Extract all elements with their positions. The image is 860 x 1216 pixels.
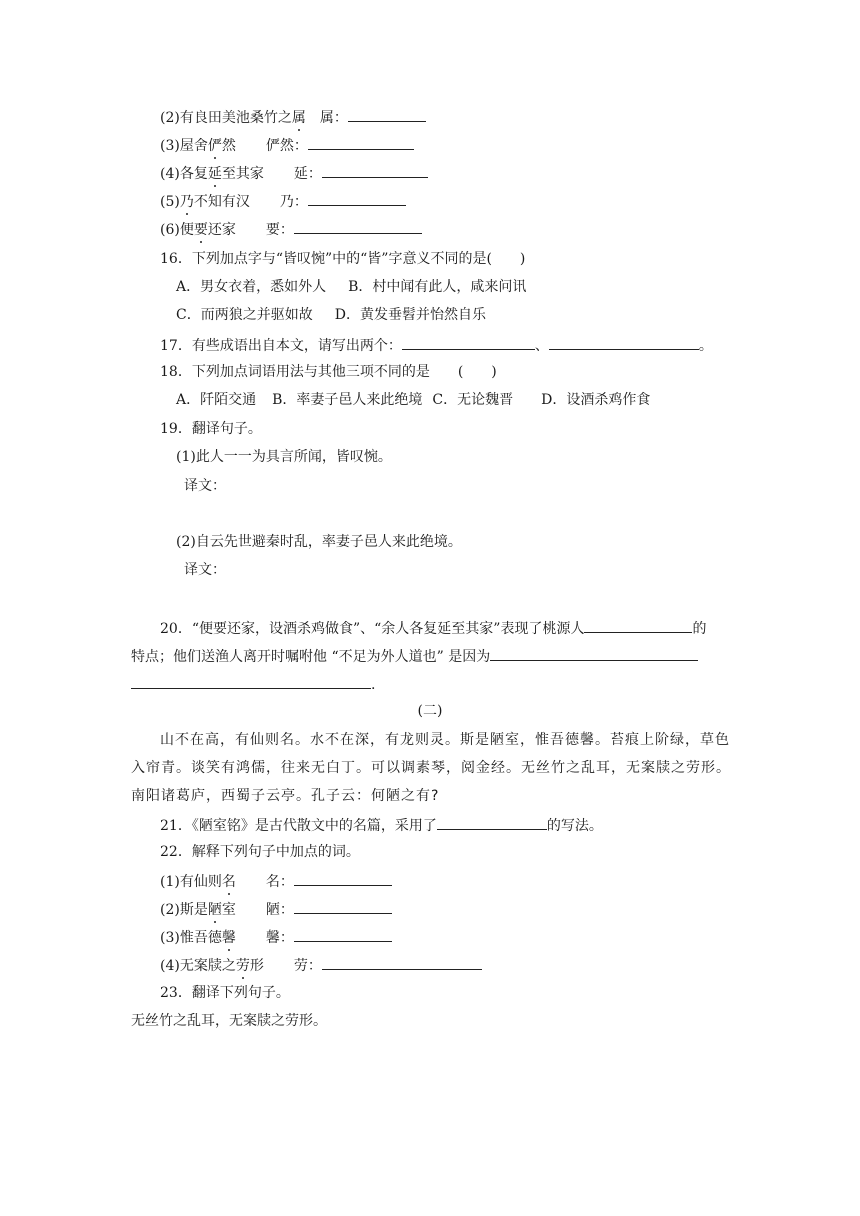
q16-stem: 16．下列加点字与“皆叹惋”中的“皆”字意义不同的是( ) (160, 251, 526, 267)
q22-item-4 (160, 954, 482, 976)
q22-item-3-pre: (3)惟吾德 (160, 930, 222, 946)
q22-item-3 (160, 926, 392, 948)
q22-item-3-label: 馨： (265, 930, 294, 946)
q21 (160, 814, 603, 836)
q15-item-3-pre: (3)屋舍 (160, 138, 208, 154)
q15-item-6-label: 要： (265, 222, 294, 238)
section-title: (二) (417, 703, 443, 719)
q16-option-d: D．黄发垂髫并怡然自乐 (334, 307, 486, 323)
q18-option-a: A．阡陌交通 (176, 392, 257, 408)
q15-item-4-dot: 延 (207, 166, 222, 182)
q19-stem: 19．翻译句子。 (160, 421, 262, 437)
q15-item-4-label: 延： (293, 166, 322, 182)
q15-item-4-blank[interactable] (322, 162, 428, 178)
q15-item-6-pre: (6)便 (160, 222, 194, 238)
q15-item-6-blank[interactable] (294, 218, 422, 234)
q20-part-1: 20．“便要还家，设酒杀鸡做食”、“余人各复延至其家”表现了桃源人 (160, 621, 585, 637)
q21-post: 的写法。 (546, 818, 603, 834)
q21-pre: 21．《陋室铭》是古代散文中的名篇，采用了 (160, 818, 437, 834)
q22-item-1-blank[interactable] (294, 870, 392, 886)
q19-translation-label-1: 译文： (184, 478, 226, 494)
q22-item-4-dot: 劳 (235, 958, 250, 974)
q20-blank-2[interactable] (490, 645, 698, 661)
q22-item-4-label: 劳： (293, 958, 322, 974)
q20-blank-3[interactable] (131, 673, 371, 689)
q22-item-2-post: 室 (221, 902, 236, 918)
q20-blank-1[interactable] (584, 617, 692, 633)
q15-item-2-dot: 属 (291, 110, 306, 126)
q20-line-3 (131, 673, 375, 695)
q22-item-1-label: 名： (265, 874, 294, 890)
q16-options-row-1 (176, 277, 526, 297)
q19-sentence-1: (1)此人一一为具言所闻，皆叹惋。 (176, 449, 392, 465)
q19-sentence-2: (2)自云先世避秦时乱，率妻子邑人来此绝境。 (176, 534, 462, 550)
q16-option-b: B．村中闻有此人，咸来问讯 (348, 279, 527, 295)
q15-item-6 (160, 218, 422, 240)
q17-separator: 、 (534, 338, 549, 354)
q22-item-2-pre: (2)斯是 (160, 902, 208, 918)
q16-option-a: A．男女衣着，悉如外人 (176, 279, 327, 295)
q22-item-2-label: 陋： (265, 902, 294, 918)
q15-item-3-blank[interactable] (308, 134, 414, 150)
q18-options (176, 390, 650, 410)
q18-option-d: D．设酒杀鸡作食 (541, 392, 651, 408)
q22-item-4-pre: (4)无案牍之 (160, 958, 236, 974)
q22-item-1 (160, 870, 392, 892)
q15-item-3-label: 俨然： (265, 138, 308, 154)
q15-item-2-blank[interactable] (348, 106, 426, 122)
q15-item-4 (160, 162, 428, 184)
passage-line-3: 南阳诸葛庐，西蜀子云亭。孔子云：何陋之有? (131, 788, 440, 804)
passage-line-2: 入帘青。谈笑有鸿儒，往来无白丁。可以调素琴，阅金经。无丝竹之乱耳，无案牍之劳形。 (131, 760, 731, 776)
q17-blank-1[interactable] (402, 334, 535, 350)
q22-item-1-dot: 名 (221, 874, 236, 890)
q15-item-5-blank[interactable] (308, 190, 406, 206)
q20-end: . (371, 677, 376, 693)
q22-item-2-dot: 陋 (207, 902, 222, 918)
q18-option-b: B．率妻子邑人来此绝境 (272, 392, 423, 408)
q22-stem: 22．解释下列句子中加点的词。 (160, 844, 360, 860)
q16-options-row-2 (176, 305, 486, 325)
q15-item-3-dot: 俨 (207, 138, 222, 154)
q15-item-5-label: 乃： (279, 194, 308, 210)
q22-item-4-blank[interactable] (322, 954, 482, 970)
q20-line-1 (160, 617, 706, 639)
q22-item-3-dot: 馨 (221, 930, 236, 946)
q15-item-5-dot: 乃 (179, 194, 194, 210)
q22-item-1-pre: (1)有仙则 (160, 874, 222, 890)
q21-blank[interactable] (437, 814, 547, 830)
q15-item-5-pre: (5) (160, 194, 180, 210)
q20-line-2 (131, 645, 698, 667)
q18-option-c: C．无论魏晋 (432, 392, 514, 408)
q17-stem: 17．有些成语出自本文，请写出两个： (160, 338, 402, 354)
q15-item-4-post: 至其家 (221, 166, 264, 182)
q22-item-2-blank[interactable] (294, 898, 392, 914)
q15-item-5-post: 不知有汉 (193, 194, 250, 210)
q17-blank-2[interactable] (549, 334, 699, 350)
q22-item-4-post: 形 (249, 958, 264, 974)
q20-part-3: 特点；他们送渔人离开时嘱咐他 “不足为外人道也” 是因为 (131, 649, 491, 665)
q15-item-6-dot: 要 (193, 222, 208, 238)
passage-line-1: 山不在高，有仙则名。水不在深，有龙则灵。斯是陋室，惟吾德馨。苔痕上阶绿，草色 (160, 732, 730, 748)
q20-part-2: 的 (692, 621, 707, 637)
q16-option-c: C．而两狼之并驱如故 (176, 307, 313, 323)
q22-item-3-blank[interactable] (294, 926, 392, 942)
q18-stem: 18．下列加点词语用法与其他三项不同的是 ( ) (160, 364, 497, 380)
q19-translation-label-2: 译文： (184, 562, 226, 578)
q15-item-2 (160, 106, 426, 128)
q15-item-2-pre: (2)有良田美池桑竹之 (160, 110, 292, 126)
q23-stem: 23．翻译下列句子。 (160, 985, 290, 1001)
q17-end: 。 (698, 338, 713, 354)
q15-item-5 (160, 190, 406, 212)
q17 (160, 334, 713, 356)
q15-item-2-label: 属： (319, 110, 348, 126)
q15-item-3-post: 然 (221, 138, 236, 154)
q15-item-4-pre: (4)各复 (160, 166, 208, 182)
q15-item-6-post: 还家 (207, 222, 236, 238)
q22-item-2 (160, 898, 392, 920)
q23-sentence: 无丝竹之乱耳，无案牍之劳形。 (131, 1013, 327, 1029)
q15-item-3 (160, 134, 414, 156)
